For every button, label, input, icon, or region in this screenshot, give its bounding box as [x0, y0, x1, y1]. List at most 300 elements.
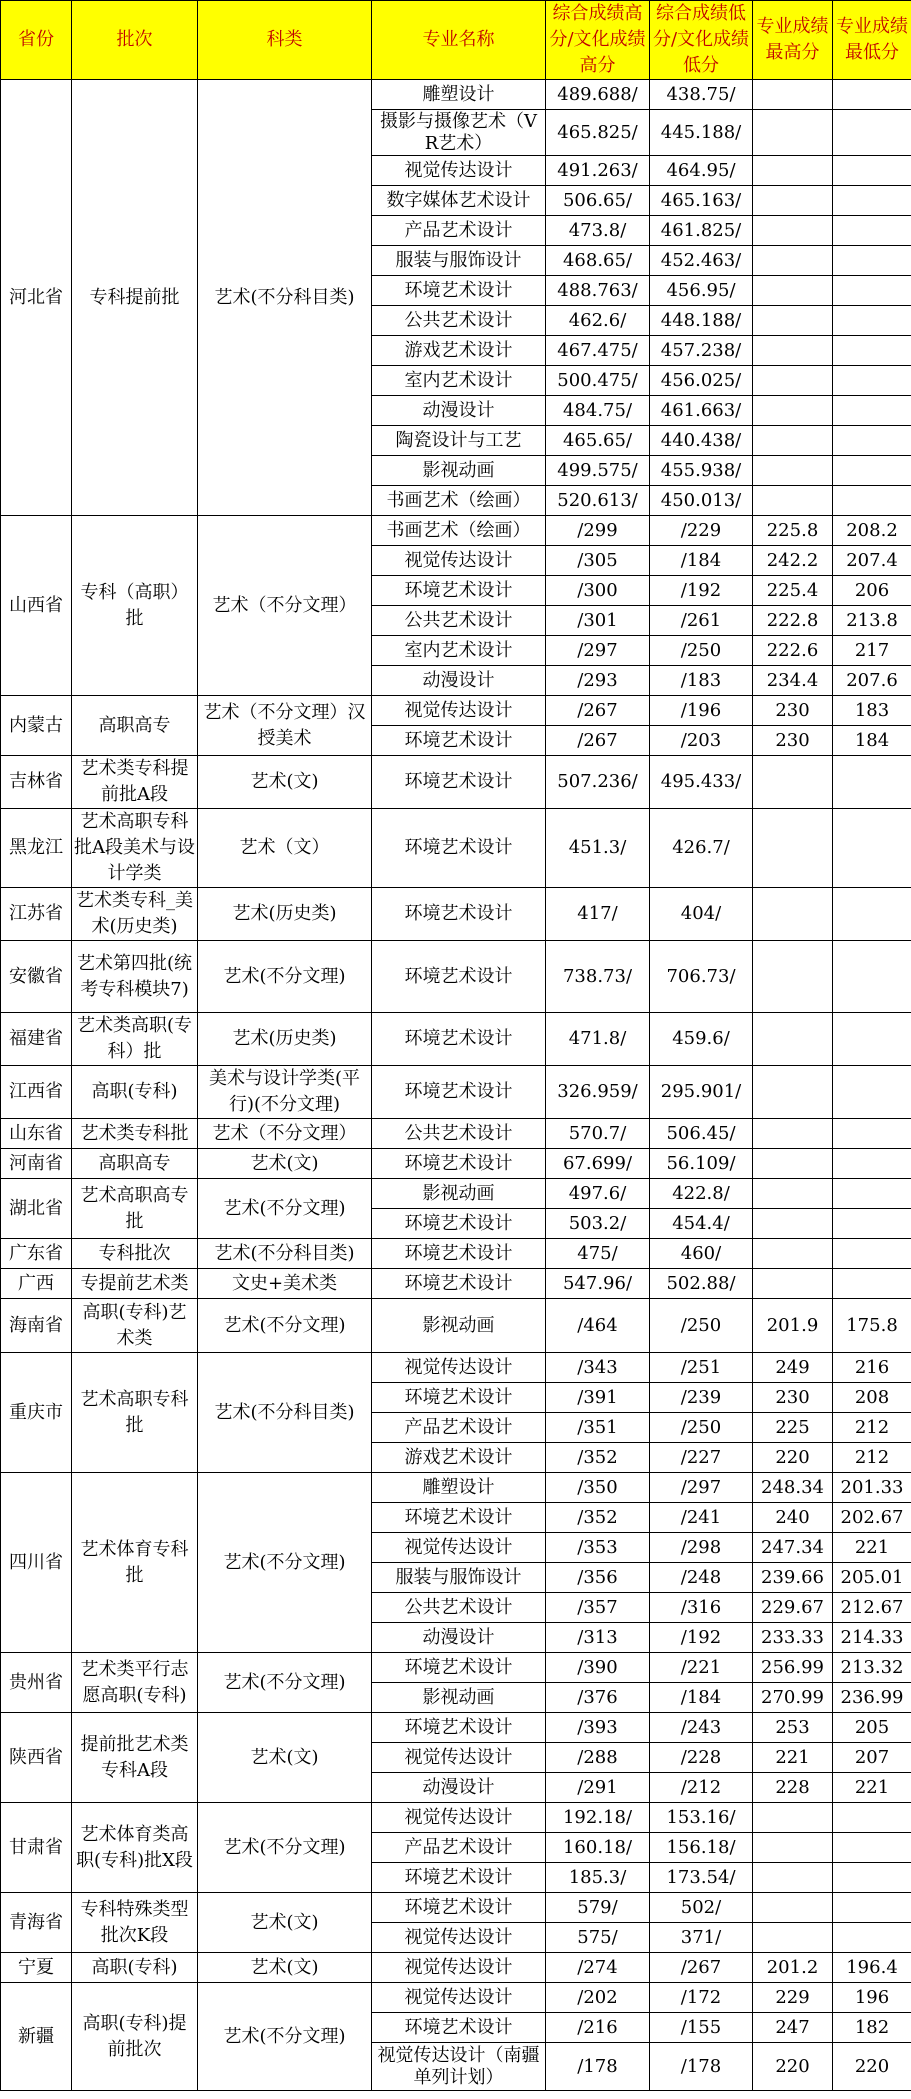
composite-high-cell: 465.65/: [546, 426, 650, 456]
composite-high-cell: /305: [546, 546, 650, 576]
table-row: [1, 1803, 911, 1833]
prof-min-cell: 221: [833, 1533, 911, 1563]
major-cell: 陶瓷设计与工艺: [372, 426, 546, 456]
composite-low-cell: /241: [650, 1503, 753, 1533]
major-cell: 视觉传达设计: [372, 696, 546, 726]
major-cell: 游戏艺术设计: [372, 336, 546, 366]
composite-low-cell: /172: [650, 1983, 753, 2013]
major-cell: 环境艺术设计: [372, 1066, 546, 1119]
major-cell: 服装与服饰设计: [372, 1563, 546, 1593]
major-cell: 动漫设计: [372, 666, 546, 696]
composite-low-cell: 706.73/: [650, 941, 753, 1013]
table-row: [1, 80, 911, 110]
table-row: [1, 1653, 911, 1683]
composite-low-cell: /261: [650, 606, 753, 636]
prof-min-cell: 207.6: [833, 666, 911, 696]
prof-min-cell: [833, 756, 911, 809]
prof-min-cell: [833, 156, 911, 186]
batch-cell: 高职(专科): [72, 1953, 198, 1983]
composite-high-cell: 467.475/: [546, 336, 650, 366]
composite-high-cell: /274: [546, 1953, 650, 1983]
prof-min-cell: 206: [833, 576, 911, 606]
composite-high-cell: /376: [546, 1683, 650, 1713]
header-major: 专业名称: [372, 1, 546, 80]
province-cell: 湖北省: [1, 1179, 72, 1239]
major-cell: 雕塑设计: [372, 1473, 546, 1503]
prof-max-cell: 222.8: [753, 606, 833, 636]
prof-max-cell: 248.34: [753, 1473, 833, 1503]
composite-low-cell: /316: [650, 1593, 753, 1623]
prof-max-cell: 247: [753, 2013, 833, 2043]
category-cell: 艺术(不分文理): [198, 1473, 372, 1653]
major-cell: 影视动画: [372, 1299, 546, 1353]
batch-cell: 艺术高职高专批: [72, 1179, 198, 1239]
prof-min-cell: 236.99: [833, 1683, 911, 1713]
composite-low-cell: 461.663/: [650, 396, 753, 426]
category-cell: 美术与设计学类(平行)(不分文理): [198, 1066, 372, 1119]
table-row: [1, 756, 911, 809]
composite-high-cell: 547.96/: [546, 1269, 650, 1299]
prof-min-cell: 221: [833, 1773, 911, 1803]
province-cell: 江苏省: [1, 888, 72, 941]
major-cell: 公共艺术设计: [372, 1593, 546, 1623]
prof-max-cell: 242.2: [753, 546, 833, 576]
batch-cell: 专科提前批: [72, 80, 198, 516]
header-prof-min: 专业成绩最低分: [833, 1, 911, 80]
composite-low-cell: 502.88/: [650, 1269, 753, 1299]
batch-cell: 高职(专科)艺术类: [72, 1299, 198, 1353]
composite-high-cell: 499.575/: [546, 456, 650, 486]
composite-low-cell: /183: [650, 666, 753, 696]
composite-low-cell: /212: [650, 1773, 753, 1803]
composite-low-cell: /229: [650, 516, 753, 546]
composite-high-cell: 520.613/: [546, 486, 650, 516]
major-cell: 视觉传达设计: [372, 1953, 546, 1983]
table-header: [1, 1, 911, 80]
major-cell: 公共艺术设计: [372, 1119, 546, 1149]
composite-low-cell: /228: [650, 1743, 753, 1773]
prof-max-cell: 240: [753, 1503, 833, 1533]
composite-high-cell: 468.65/: [546, 246, 650, 276]
province-cell: 陕西省: [1, 1713, 72, 1803]
prof-max-cell: [753, 941, 833, 1013]
composite-low-cell: /243: [650, 1713, 753, 1743]
prof-max-cell: [753, 1179, 833, 1209]
composite-low-cell: 426.7/: [650, 809, 753, 888]
batch-cell: 高职高专: [72, 1149, 198, 1179]
prof-min-cell: [833, 1923, 911, 1953]
major-cell: 环境艺术设计: [372, 1013, 546, 1066]
prof-min-cell: [833, 110, 911, 156]
prof-min-cell: 201.33: [833, 1473, 911, 1503]
major-cell: 环境艺术设计: [372, 276, 546, 306]
prof-min-cell: [833, 306, 911, 336]
prof-min-cell: 207.4: [833, 546, 911, 576]
province-cell: 广西: [1, 1269, 72, 1299]
composite-high-cell: 473.8/: [546, 216, 650, 246]
prof-min-cell: [833, 809, 911, 888]
province-cell: 江西省: [1, 1066, 72, 1119]
prof-max-cell: [753, 756, 833, 809]
category-cell: 艺术（不分文理）: [198, 1119, 372, 1149]
prof-min-cell: [833, 216, 911, 246]
category-cell: 艺术(历史类): [198, 888, 372, 941]
composite-high-cell: /297: [546, 636, 650, 666]
prof-min-cell: 208: [833, 1383, 911, 1413]
composite-high-cell: /216: [546, 2013, 650, 2043]
composite-high-cell: 451.3/: [546, 809, 650, 888]
composite-high-cell: /202: [546, 1983, 650, 2013]
province-cell: 重庆市: [1, 1353, 72, 1473]
table-row: [1, 1269, 911, 1299]
major-cell: 书画艺术（绘画）: [372, 486, 546, 516]
composite-low-cell: 156.18/: [650, 1833, 753, 1863]
prof-min-cell: [833, 1833, 911, 1863]
composite-low-cell: 173.54/: [650, 1863, 753, 1893]
composite-low-cell: /178: [650, 2043, 753, 2091]
composite-low-cell: 448.188/: [650, 306, 753, 336]
major-cell: 环境艺术设计: [372, 1713, 546, 1743]
table-row: [1, 1713, 911, 1743]
composite-low-cell: 464.95/: [650, 156, 753, 186]
major-cell: 室内艺术设计: [372, 366, 546, 396]
category-cell: 艺术(不分文理): [198, 1653, 372, 1713]
major-cell: 环境艺术设计: [372, 1503, 546, 1533]
prof-min-cell: 207: [833, 1743, 911, 1773]
composite-high-cell: /390: [546, 1653, 650, 1683]
major-cell: 摄影与摄像艺术（VR艺术）: [372, 110, 546, 156]
prof-min-cell: [833, 941, 911, 1013]
composite-high-cell: /313: [546, 1623, 650, 1653]
province-cell: 甘肃省: [1, 1803, 72, 1893]
major-cell: 视觉传达设计（南疆单列计划）: [372, 2043, 546, 2091]
table-row: [1, 1066, 911, 1119]
batch-cell: 艺术高职专科批A段美术与设计学类: [72, 809, 198, 888]
batch-cell: 高职(专科)提前批次: [72, 1983, 198, 2091]
prof-max-cell: 270.99: [753, 1683, 833, 1713]
prof-min-cell: [833, 1179, 911, 1209]
header-composite-low: 综合成绩低分/文化成绩低分: [650, 1, 753, 80]
category-cell: 艺术(不分科目类): [198, 1239, 372, 1269]
table-row: [1, 1353, 911, 1383]
prof-max-cell: 234.4: [753, 666, 833, 696]
major-cell: 服装与服饰设计: [372, 246, 546, 276]
composite-high-cell: 497.6/: [546, 1179, 650, 1209]
batch-cell: 艺术体育专科批: [72, 1473, 198, 1653]
province-cell: 内蒙古: [1, 696, 72, 756]
major-cell: 环境艺术设计: [372, 1383, 546, 1413]
table-row: [1, 1299, 911, 1353]
major-cell: 游戏艺术设计: [372, 1443, 546, 1473]
major-cell: 环境艺术设计: [372, 1653, 546, 1683]
prof-max-cell: [753, 246, 833, 276]
composite-low-cell: /250: [650, 636, 753, 666]
prof-max-cell: [753, 1893, 833, 1923]
prof-max-cell: [753, 426, 833, 456]
category-cell: 艺术（文）: [198, 809, 372, 888]
prof-min-cell: 205: [833, 1713, 911, 1743]
prof-max-cell: 221: [753, 1743, 833, 1773]
composite-low-cell: 422.8/: [650, 1179, 753, 1209]
composite-low-cell: 445.188/: [650, 110, 753, 156]
header-province: 省份: [1, 1, 72, 80]
category-cell: 艺术(不分文理): [198, 1179, 372, 1239]
major-cell: 环境艺术设计: [372, 809, 546, 888]
province-cell: 宁夏: [1, 1953, 72, 1983]
category-cell: 艺术(历史类): [198, 1013, 372, 1066]
major-cell: 视觉传达设计: [372, 1353, 546, 1383]
major-cell: 环境艺术设计: [372, 888, 546, 941]
header-category: 科类: [198, 1, 372, 80]
prof-min-cell: [833, 366, 911, 396]
major-cell: 视觉传达设计: [372, 1923, 546, 1953]
batch-cell: 艺术体育类高职(专科)批X段: [72, 1803, 198, 1893]
table-row: [1, 516, 911, 546]
province-cell: 河南省: [1, 1149, 72, 1179]
prof-min-cell: 202.67: [833, 1503, 911, 1533]
category-cell: 艺术(文): [198, 756, 372, 809]
major-cell: 书画艺术（绘画）: [372, 516, 546, 546]
prof-min-cell: 183: [833, 696, 911, 726]
prof-max-cell: 229.67: [753, 1593, 833, 1623]
prof-min-cell: [833, 80, 911, 110]
prof-max-cell: 230: [753, 1383, 833, 1413]
prof-max-cell: 239.66: [753, 1563, 833, 1593]
composite-high-cell: 579/: [546, 1893, 650, 1923]
prof-min-cell: [833, 1803, 911, 1833]
major-cell: 环境艺术设计: [372, 1863, 546, 1893]
prof-min-cell: [833, 276, 911, 306]
composite-low-cell: 153.16/: [650, 1803, 753, 1833]
batch-cell: 艺术类专科提前批A段: [72, 756, 198, 809]
header-row: [1, 1, 911, 80]
major-cell: 影视动画: [372, 1179, 546, 1209]
prof-min-cell: [833, 486, 911, 516]
prof-min-cell: [833, 1893, 911, 1923]
prof-max-cell: [753, 336, 833, 366]
category-cell: 艺术(不分文理): [198, 941, 372, 1013]
composite-high-cell: 506.65/: [546, 186, 650, 216]
prof-max-cell: 230: [753, 726, 833, 756]
prof-max-cell: [753, 186, 833, 216]
major-cell: 视觉传达设计: [372, 156, 546, 186]
major-cell: 产品艺术设计: [372, 1413, 546, 1443]
prof-min-cell: 175.8: [833, 1299, 911, 1353]
table-row: [1, 1239, 911, 1269]
prof-min-cell: 205.01: [833, 1563, 911, 1593]
major-cell: 环境艺术设计: [372, 576, 546, 606]
prof-max-cell: 253: [753, 1713, 833, 1743]
prof-max-cell: [753, 1833, 833, 1863]
composite-high-cell: 738.73/: [546, 941, 650, 1013]
province-cell: 河北省: [1, 80, 72, 516]
composite-high-cell: 417/: [546, 888, 650, 941]
prof-max-cell: [753, 1239, 833, 1269]
prof-min-cell: 212: [833, 1413, 911, 1443]
prof-max-cell: [753, 486, 833, 516]
prof-max-cell: 233.33: [753, 1623, 833, 1653]
composite-low-cell: 450.013/: [650, 486, 753, 516]
category-cell: 艺术（不分文理）汉授美术: [198, 696, 372, 756]
major-cell: 环境艺术设计: [372, 941, 546, 1013]
prof-min-cell: 216: [833, 1353, 911, 1383]
composite-high-cell: /351: [546, 1413, 650, 1443]
province-cell: 山东省: [1, 1119, 72, 1149]
composite-high-cell: /267: [546, 726, 650, 756]
composite-high-cell: 484.75/: [546, 396, 650, 426]
major-cell: 动漫设计: [372, 1623, 546, 1653]
province-cell: 山西省: [1, 516, 72, 696]
category-cell: 艺术（不分文理）: [198, 516, 372, 696]
major-cell: 公共艺术设计: [372, 606, 546, 636]
prof-max-cell: [753, 1923, 833, 1953]
batch-cell: 高职(专科): [72, 1066, 198, 1119]
composite-low-cell: 457.238/: [650, 336, 753, 366]
batch-cell: 专科批次: [72, 1239, 198, 1269]
composite-low-cell: /192: [650, 576, 753, 606]
composite-low-cell: 456.025/: [650, 366, 753, 396]
composite-high-cell: 192.18/: [546, 1803, 650, 1833]
composite-low-cell: /250: [650, 1299, 753, 1353]
composite-high-cell: /267: [546, 696, 650, 726]
composite-high-cell: 326.959/: [546, 1066, 650, 1119]
composite-high-cell: 489.688/: [546, 80, 650, 110]
table-row: [1, 1893, 911, 1923]
prof-max-cell: [753, 306, 833, 336]
composite-low-cell: 404/: [650, 888, 753, 941]
composite-high-cell: /352: [546, 1443, 650, 1473]
composite-high-cell: 500.475/: [546, 366, 650, 396]
composite-low-cell: 455.938/: [650, 456, 753, 486]
composite-high-cell: 185.3/: [546, 1863, 650, 1893]
composite-high-cell: 575/: [546, 1923, 650, 1953]
category-cell: 艺术(文): [198, 1953, 372, 1983]
batch-cell: 提前批艺术类专科A段: [72, 1713, 198, 1803]
batch-cell: 专提前艺术类: [72, 1269, 198, 1299]
composite-low-cell: 295.901/: [650, 1066, 753, 1119]
batch-cell: 专科特殊类型批次K段: [72, 1893, 198, 1953]
prof-max-cell: 225: [753, 1413, 833, 1443]
major-cell: 产品艺术设计: [372, 216, 546, 246]
composite-low-cell: /298: [650, 1533, 753, 1563]
composite-low-cell: 438.75/: [650, 80, 753, 110]
category-cell: 艺术(不分文理): [198, 1803, 372, 1893]
province-cell: 福建省: [1, 1013, 72, 1066]
composite-high-cell: /352: [546, 1503, 650, 1533]
prof-max-cell: [753, 1803, 833, 1833]
composite-low-cell: /184: [650, 1683, 753, 1713]
composite-high-cell: /301: [546, 606, 650, 636]
composite-low-cell: /227: [650, 1443, 753, 1473]
major-cell: 视觉传达设计: [372, 1533, 546, 1563]
composite-high-cell: 465.825/: [546, 110, 650, 156]
composite-high-cell: 570.7/: [546, 1119, 650, 1149]
table-row: [1, 1983, 911, 2013]
composite-low-cell: 454.4/: [650, 1209, 753, 1239]
composite-low-cell: 459.6/: [650, 1013, 753, 1066]
prof-max-cell: [753, 1863, 833, 1893]
table-row: [1, 809, 911, 888]
header-prof-max: 专业成绩最高分: [753, 1, 833, 80]
composite-low-cell: /196: [650, 696, 753, 726]
prof-max-cell: [753, 1119, 833, 1149]
prof-min-cell: [833, 1269, 911, 1299]
prof-max-cell: 249: [753, 1353, 833, 1383]
batch-cell: 艺术第四批(统考专科模块7): [72, 941, 198, 1013]
category-cell: 文史+美术类: [198, 1269, 372, 1299]
prof-max-cell: [753, 276, 833, 306]
prof-max-cell: [753, 110, 833, 156]
table-row: [1, 696, 911, 726]
prof-min-cell: [833, 1149, 911, 1179]
composite-low-cell: /192: [650, 1623, 753, 1653]
prof-max-cell: [753, 1066, 833, 1119]
prof-min-cell: 196: [833, 1983, 911, 2013]
prof-min-cell: [833, 1863, 911, 1893]
prof-min-cell: 182: [833, 2013, 911, 2043]
prof-max-cell: [753, 888, 833, 941]
major-cell: 动漫设计: [372, 1773, 546, 1803]
province-cell: 广东省: [1, 1239, 72, 1269]
major-cell: 环境艺术设计: [372, 1269, 546, 1299]
major-cell: 环境艺术设计: [372, 1893, 546, 1923]
prof-min-cell: 196.4: [833, 1953, 911, 1983]
major-cell: 视觉传达设计: [372, 1743, 546, 1773]
category-cell: 艺术(文): [198, 1149, 372, 1179]
batch-cell: 艺术类专科批: [72, 1119, 198, 1149]
major-cell: 视觉传达设计: [372, 1983, 546, 2013]
composite-high-cell: 67.699/: [546, 1149, 650, 1179]
batch-cell: 艺术类平行志愿高职(专科): [72, 1653, 198, 1713]
batch-cell: 艺术高职专科批: [72, 1353, 198, 1473]
category-cell: 艺术(文): [198, 1713, 372, 1803]
prof-min-cell: 208.2: [833, 516, 911, 546]
prof-min-cell: [833, 456, 911, 486]
composite-low-cell: /239: [650, 1383, 753, 1413]
major-cell: 雕塑设计: [372, 80, 546, 110]
composite-high-cell: /178: [546, 2043, 650, 2091]
major-cell: 环境艺术设计: [372, 2013, 546, 2043]
composite-high-cell: /391: [546, 1383, 650, 1413]
prof-max-cell: 220: [753, 2043, 833, 2091]
composite-low-cell: /248: [650, 1563, 753, 1593]
prof-max-cell: 201.2: [753, 1953, 833, 1983]
table-row: [1, 1149, 911, 1179]
prof-max-cell: [753, 396, 833, 426]
batch-cell: 专科（高职）批: [72, 516, 198, 696]
table-row: [1, 1179, 911, 1209]
prof-min-cell: 212: [833, 1443, 911, 1473]
composite-high-cell: 507.236/: [546, 756, 650, 809]
prof-max-cell: [753, 1209, 833, 1239]
composite-low-cell: 506.45/: [650, 1119, 753, 1149]
composite-high-cell: /293: [546, 666, 650, 696]
composite-low-cell: 56.109/: [650, 1149, 753, 1179]
composite-low-cell: 461.825/: [650, 216, 753, 246]
batch-cell: 艺术类高职(专科）批: [72, 1013, 198, 1066]
major-cell: 室内艺术设计: [372, 636, 546, 666]
prof-min-cell: 217: [833, 636, 911, 666]
composite-high-cell: /357: [546, 1593, 650, 1623]
composite-low-cell: 502/: [650, 1893, 753, 1923]
major-cell: 公共艺术设计: [372, 306, 546, 336]
composite-high-cell: /464: [546, 1299, 650, 1353]
prof-max-cell: 228: [753, 1773, 833, 1803]
category-cell: 艺术(不分科目类): [198, 1353, 372, 1473]
major-cell: 环境艺术设计: [372, 1239, 546, 1269]
composite-low-cell: 452.463/: [650, 246, 753, 276]
major-cell: 环境艺术设计: [372, 1209, 546, 1239]
